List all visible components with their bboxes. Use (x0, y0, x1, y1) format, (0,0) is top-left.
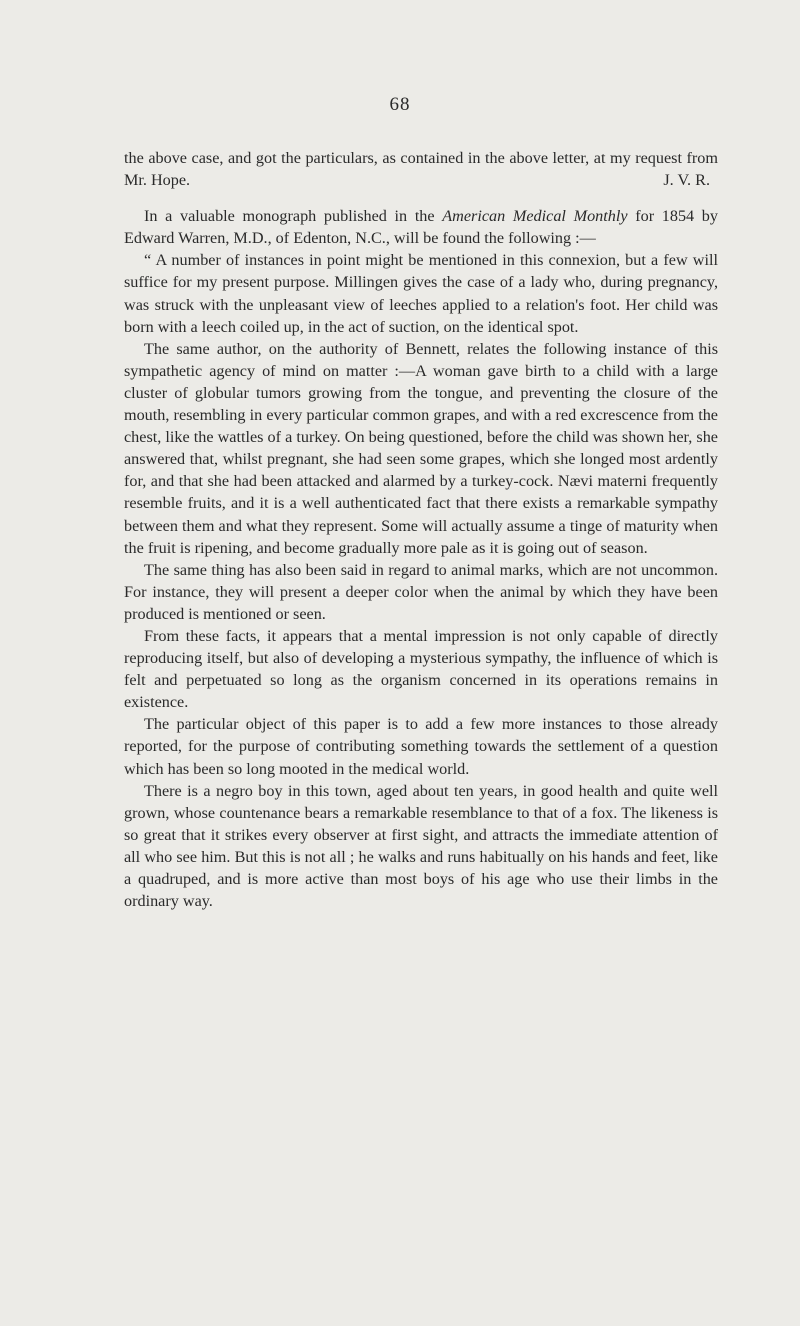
signature: J. V. R. (663, 171, 710, 190)
paragraph-6: From these facts, it appears that a mental impression is not only capable of directly reproducing itself, but also of developing a mysterious sympathy, the influence of which is felt and perpetuated so long as the organism concerned in its operations remains in existence. (124, 626, 718, 712)
page-number: 68 (389, 94, 411, 115)
paragraph-1 (124, 147, 718, 191)
paragraph-3: “ A number of instances in point might be mentioned in this connexion, but a few will suffice for my present purpose. Millingen gives the case of a lady who, during pregnancy, was struck with the unpleasant view of leeches applied to a relation's foot. Her child was born with a leech coiled up, in the act of suction, on the identical spot. (124, 251, 718, 336)
journal-title: American Medical Monthly (442, 207, 628, 226)
paragraph-2 (124, 205, 718, 249)
body-text (124, 147, 718, 912)
paragraph-4: The same author, on the authority of Bennett, relates the following instance of this sympathetic agency of mind on matter :—A woman gave birth to a child with a large cluster of globular tumors growing from the tongue, and preventing the closure of the mouth, resembling in every particular common grapes, and with a red excrescence from the chest, like the wattles of a turkey. On being questioned, before the child was shown her, she answered that, whilst pregnant, she had seen some grapes, which she longed most ardently for, and that she had been attacked and alarmed by a turkey-cock. Nævi materni frequently resemble fruits, and it is a well authenticated fact that there exists a remarkable sympathy between them and what they represent. Some will actually assume a tinge of maturity when the fruit is ripening, and become gradually more pale as it is going out of season. (124, 339, 718, 557)
paragraph-2-before: In a valuable monograph published in the (144, 207, 443, 226)
paragraph-7: The particular object of this paper is to add a few more instances to those already reported, for the purpose of contributing something towards the settlement of a question which has been so long mooted in the medical world. (124, 715, 718, 778)
paragraph-2-after: for 1854 by Edward Warren, M.D., of Edenton, N.C., will be found the following :— (124, 207, 718, 248)
paragraph-8: There is a negro boy in this town, aged about ten years, in good health and quite well grown, whose countenance bears a remarkable resemblance to that of a fox. The likeness is so great that it strikes every observer at first sight, and attracts the immediate attention of all who see him. But this is not all ; he walks and runs habitually on his hands and feet, like a quadruped, and is more active than most boys of his age who use their limbs in the ordinary way. (124, 781, 718, 911)
paragraph-1-text: the above case, and got the particulars, as contained in the above letter, at my request from Mr. Hope. (124, 149, 718, 190)
paragraph-5: The same thing has also been said in regard to animal marks, which are not uncommon. For instance, they will present a deeper color when the animal by which they have been produced is mentioned or seen. (124, 560, 718, 623)
